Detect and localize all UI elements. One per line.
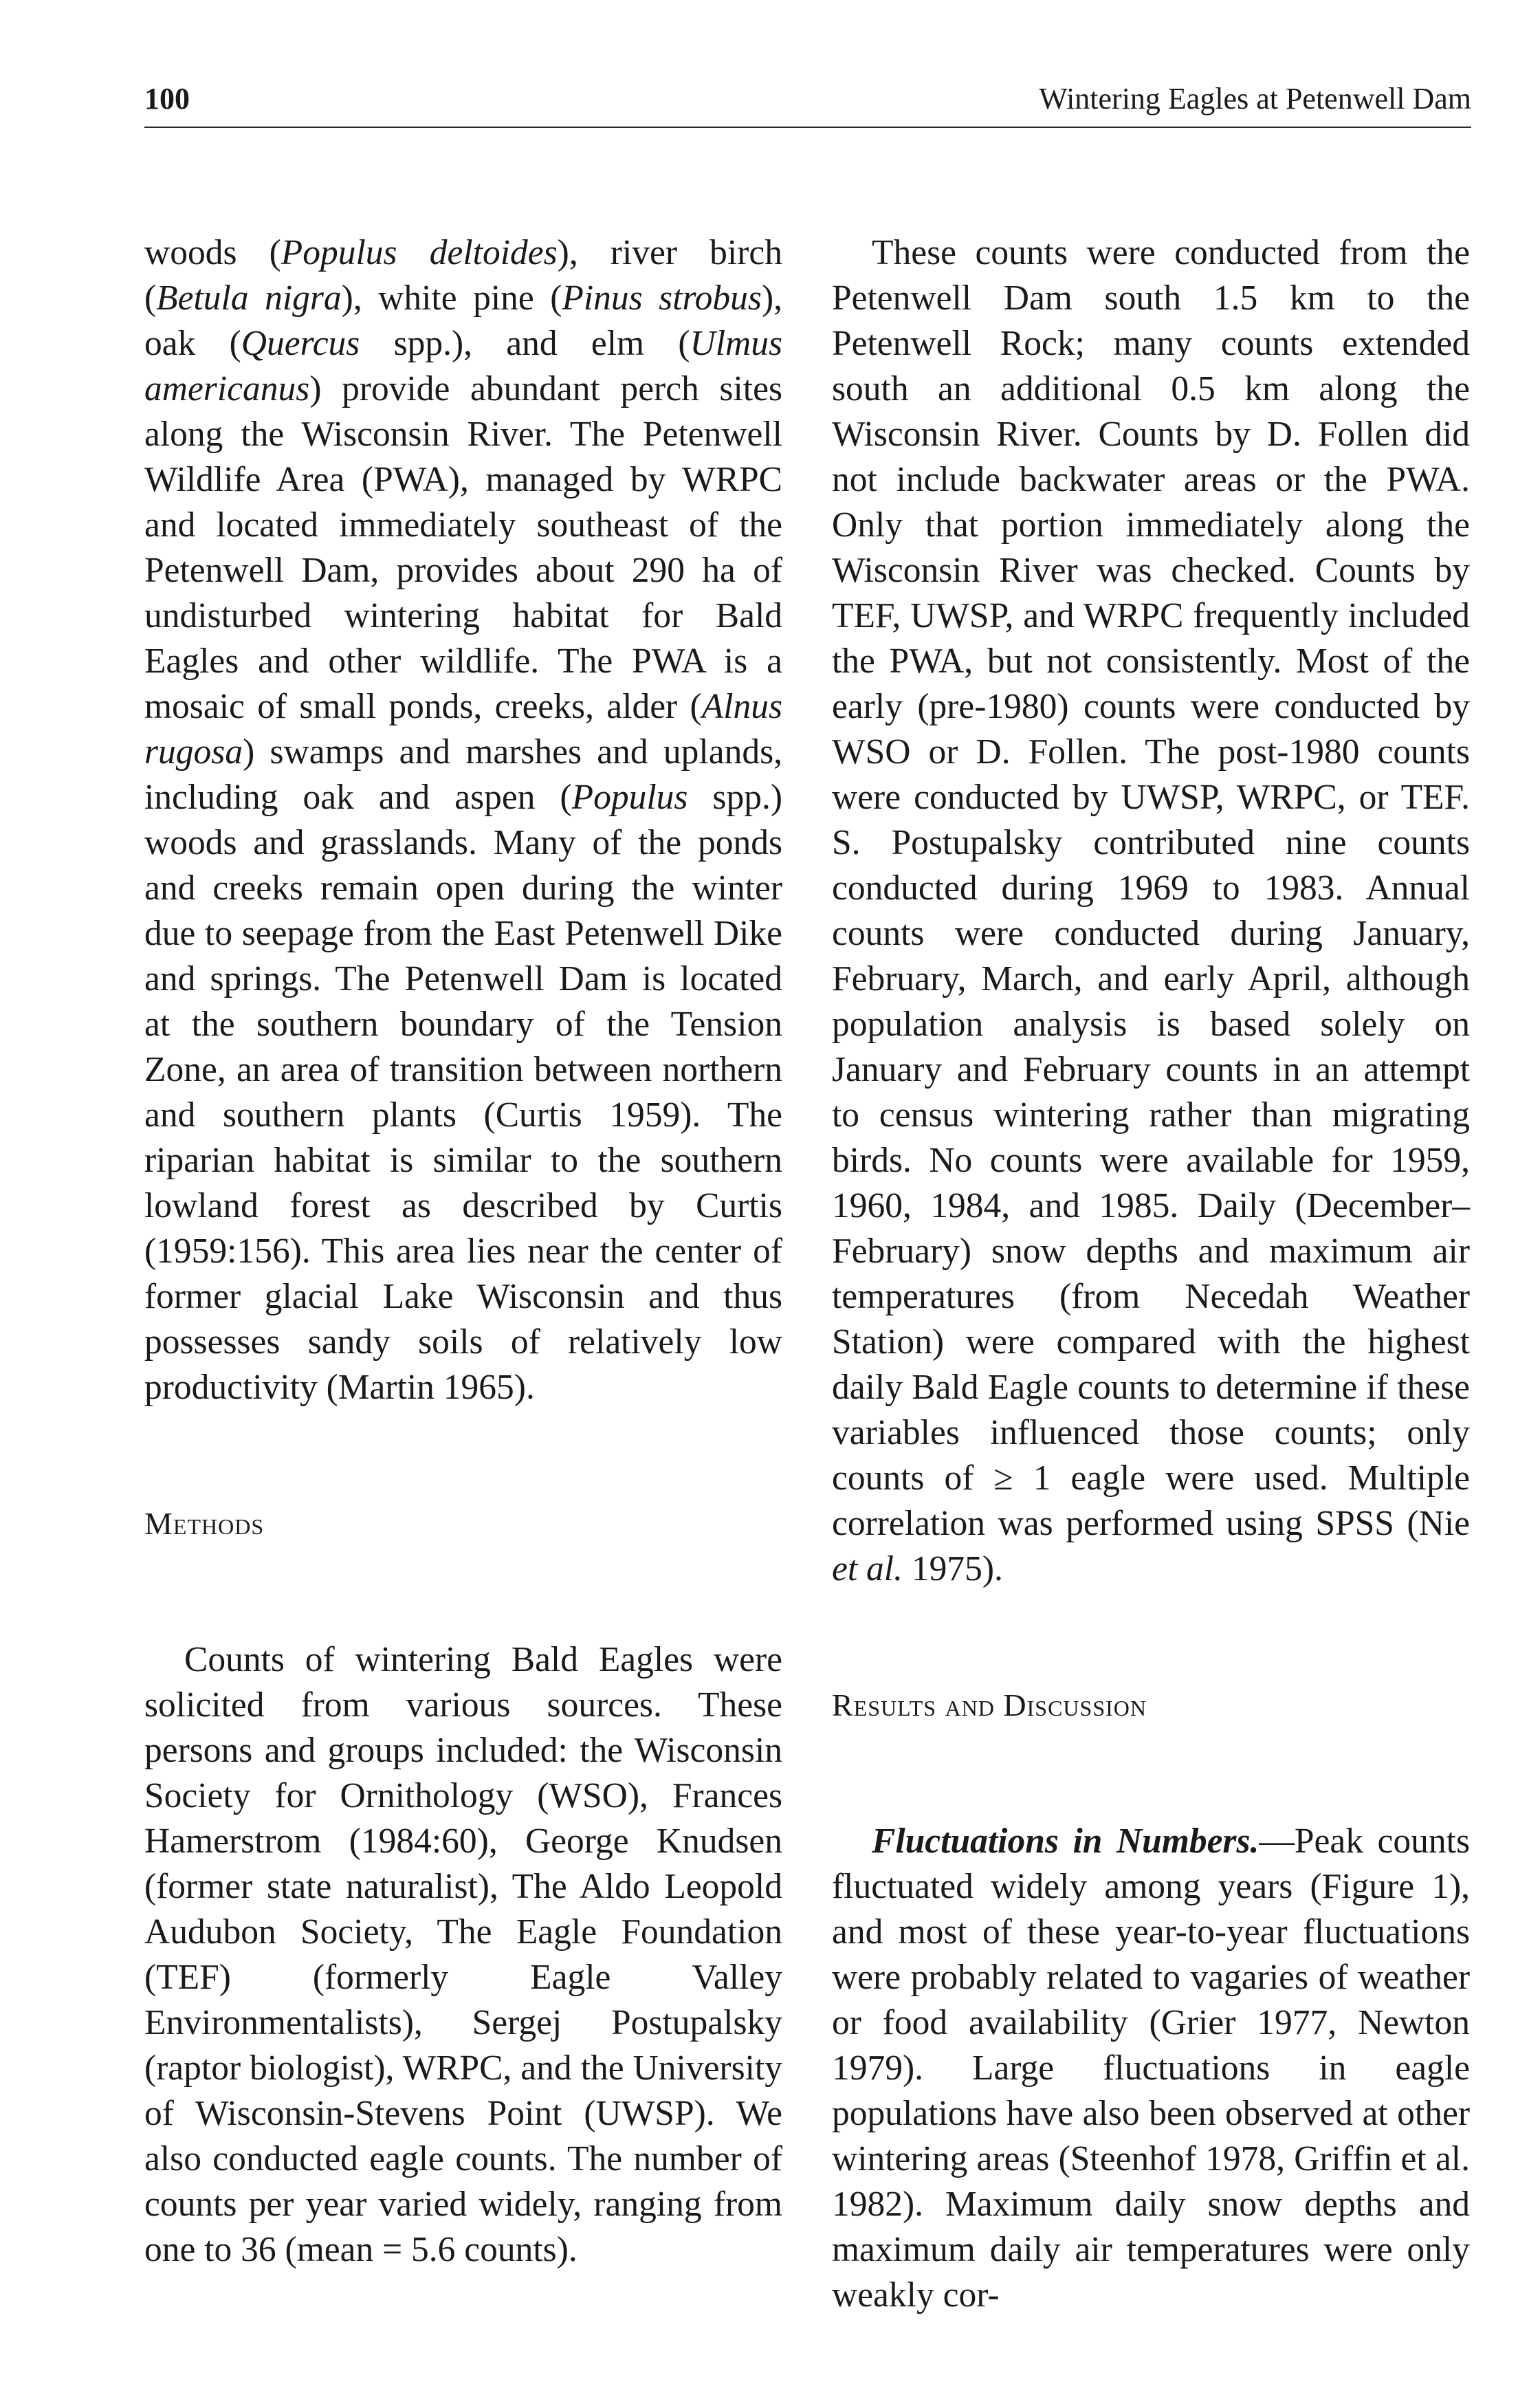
italic-term: Alnus rugosa — [144, 687, 782, 772]
running-head: Wintering Eagles at Petenwell Dam — [1039, 82, 1471, 116]
methods-heading: Methods — [144, 1506, 265, 1541]
methods-paragraph: Counts of wintering Bald Eagles were solicited from various sources. These persons and groups included: the Wisconsin Society for Ornithology (WSO), Frances Hamerstrom (1984:60), George Knudsen (former state naturalist), The Aldo Leopold Audubon Society, The Eagle Foundation (TEF) (formerly Eagle Valley Environmentalists), Sergej Postupalsky (raptor biologist), WRPC, and the University of Wisconsin-Stevens Point (UWSP). We also conducted eagle counts. The number of counts per year varied widely, ranging from one to 36 (mean = 5.6 counts). — [144, 1640, 782, 2269]
habitat-paragraph: woods (Populus deltoides), river birch (Betula nigra), white pine (Pinus strobus), oak (Quercus spp.), and elm (Ulmus americanus) provide abundant perch sites along the Wisconsin River. The Petenwell Wildlife Area (PWA), managed by WRPC and located immediately southeast of the Petenwell Dam, provides about 290 ha of undisturbed wintering habitat for Bald Eagles and other wildlife. The PWA is a mosaic of small ponds, creeks, alder (Alnus rugosa) swamps and marshes and uplands, including oak and aspen (Populus spp.) woods and grasslands. Many of the ponds and creeks remain open during the winter due to seepage from the East Petenwell Dike and springs. The Petenwell Dam is located at the southern boundary of the Tension Zone, an area of transition between northern and southern plants (Curtis 1959). The riparian habitat is similar to the southern lowland forest as described by Curtis (1959:156). This area lies near the center of former glacial Lake Wisconsin and thus possesses sandy soils of relatively low productivity (Martin 1965). — [144, 233, 783, 1407]
italic-term: Betula nigra — [156, 278, 342, 318]
italic-term: Quercus — [241, 324, 360, 363]
italic-term: Populus deltoides — [280, 233, 558, 272]
italic-term: Pinus strobus — [562, 278, 762, 318]
italic-term: Populus — [571, 778, 688, 817]
italic-term: Ulmus americanus — [144, 324, 782, 408]
counts-paragraph: These counts were conducted from the Petenwell Dam south 1.5 km to the Petenwell Rock; many counts extended south an additional 0.5 km along the Wisconsin River. Counts by D. Follen did not include backwater areas or the PWA. Only that portion immediately along the Wisconsin River was checked. Counts by TEF, UWSP, and WRPC frequently included the PWA, but not consistently. Most of the early (pre-1980) counts were conducted by WSO or D. Follen. The post-1980 counts were conducted by UWSP, WRPC, or TEF. S. Postupalsky contributed nine counts conducted during 1969 to 1983. Annual counts were conducted during January, February, March, and early April, although population analysis is based solely on January and February counts in an attempt to census wintering rather than migrating birds. No counts were available for 1959, 1960, 1984, and 1985. Daily (December–February) snow depths and maximum air temperatures (from Necedah Weather Station) were compared with the highest daily Bald Eagle counts to determine if these variables influenced those counts; only counts of ≥ 1 eagle were used. Multiple correlation was performed using SPSS (Nie et al. 1975). — [832, 233, 1470, 1588]
results-subheading: Fluctuations in Numbers. — [872, 1822, 1260, 1861]
italic-term: et al. — [832, 1549, 903, 1588]
right-column — [832, 230, 1470, 2318]
results-heading: Results and Discussion — [832, 1687, 1147, 1723]
results-text: —Peak counts fluctuated widely among years (Figure 1), and most of these year-to-year fluctuations were probably related to vagaries of weather or food availability (Grier 1977, Newton 1979). Large fluctuations in eagle populations have also been observed at other wintering areas (Steenhof 1978, Griffin et al. 1982). Maximum daily snow depths and maximum daily air temperatures were only weakly cor- — [832, 1822, 1470, 2315]
left-column — [144, 230, 782, 2273]
page-header — [144, 81, 1471, 128]
page-number: 100 — [144, 82, 190, 116]
results-paragraph — [832, 1819, 1470, 2318]
